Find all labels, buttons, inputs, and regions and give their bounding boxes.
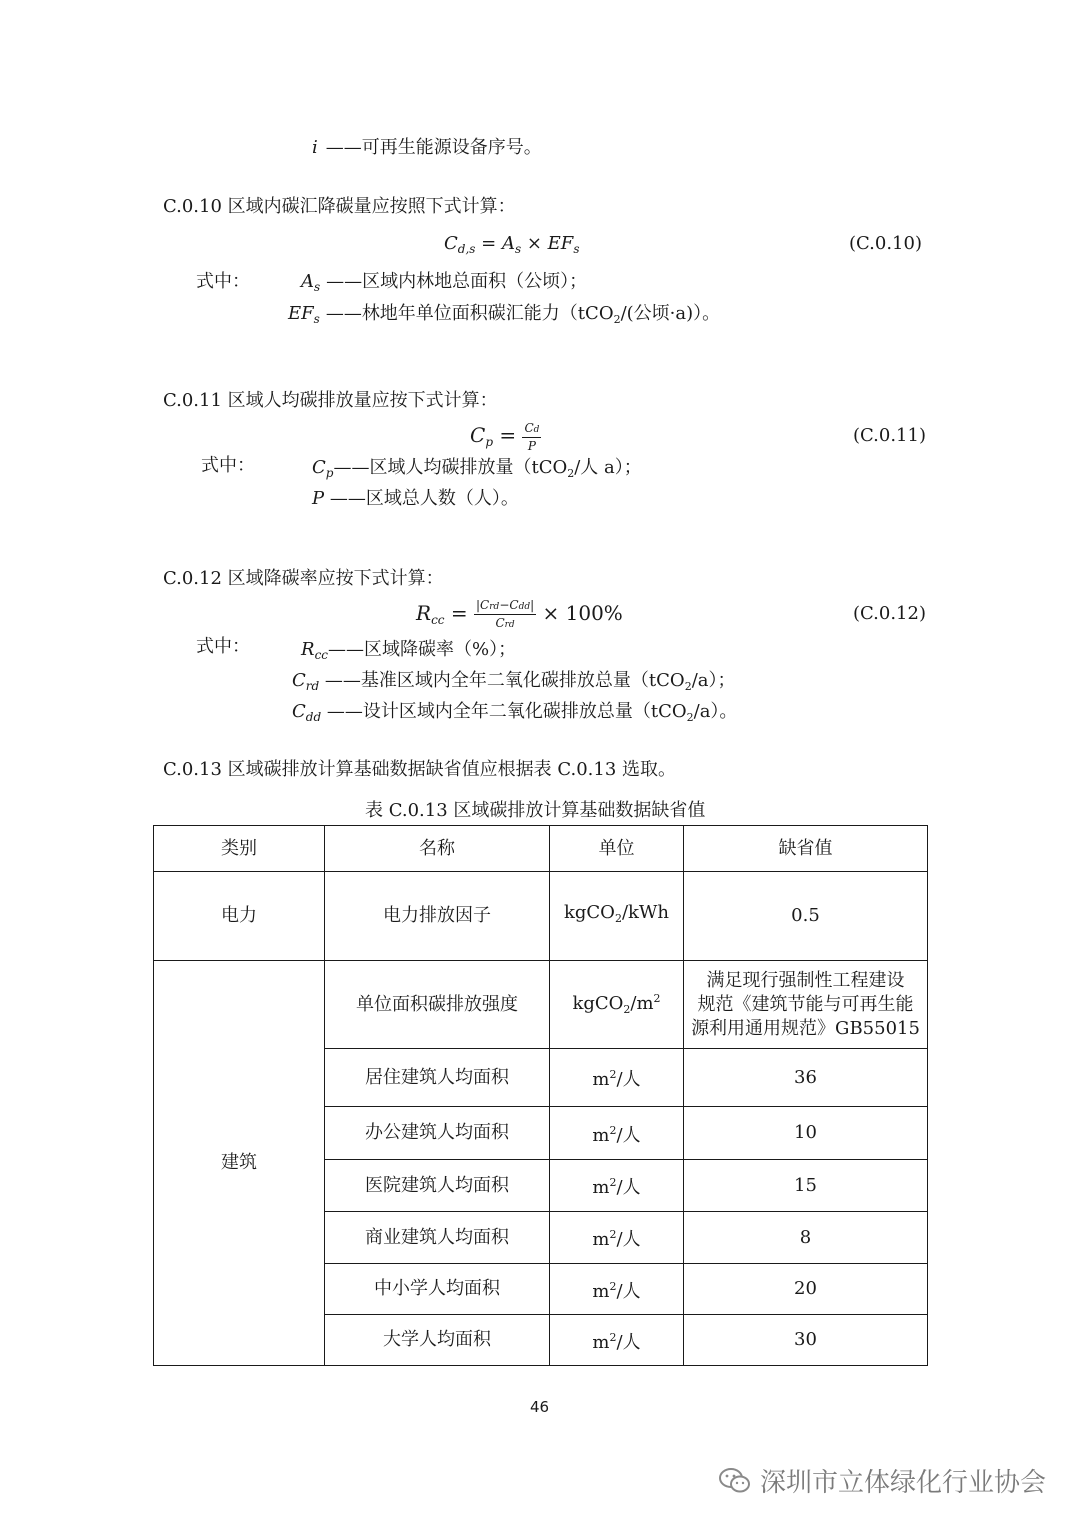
defaults-table: [153, 825, 928, 1366]
cell-name: 办公建筑人均面积: [325, 1107, 550, 1160]
def-As: $A_s$ ——区域内林地总面积（公顷）；: [301, 271, 588, 294]
cell-name: 中小学人均面积: [325, 1264, 550, 1315]
equation-number-c011: (C.0.11): [853, 425, 926, 446]
cell-category: 电力: [154, 872, 325, 961]
def-Cdd: $C_{dd}$ ——设计区域内全年二氧化碳排放总量（tCO$_2$/a）。: [292, 701, 738, 724]
cell-name: 电力排放因子: [325, 872, 550, 961]
formula-c011: $C_p$ = $\frac{Cd}{P}$: [470, 420, 540, 453]
header-default-value: 缺省值: [684, 826, 928, 872]
def-EFs: $EF_s$ ——林地年单位面积碳汇能力（tCO$_2$/(公顷·a)）。: [288, 303, 721, 326]
table-caption: 表 C.0.13 区域碳排放计算基础数据缺省值: [365, 800, 706, 821]
cell-value: 0.5: [684, 872, 928, 961]
cell-unit: kgCO$_2$/kWh: [550, 872, 684, 961]
heading-c010: C.0.10 区域内碳汇降碳量应按照下式计算：: [163, 196, 516, 217]
cell-unit: $m^2/$人: [550, 1160, 684, 1212]
watermark: [718, 1462, 1046, 1499]
cell-value: 满足现行强制性工程建设 规范《建筑节能与可再生能 源利用通用规范》GB55015: [684, 961, 928, 1049]
equation-number-c012: (C.0.12): [853, 603, 926, 624]
header-unit: 单位: [550, 826, 684, 872]
where-label-c010: 式中：: [196, 271, 250, 292]
def-Cp: $C_p——$区域人均碳排放量（tCO$_2$/人 a）；: [312, 457, 642, 480]
where-label-c011: 式中：: [201, 455, 255, 476]
cell-value: 20: [684, 1264, 928, 1315]
cell-unit: $m^2/$人: [550, 1049, 684, 1107]
table-row: [154, 872, 928, 961]
table-row: [154, 961, 928, 1049]
cell-name: 商业建筑人均面积: [325, 1212, 550, 1264]
cell-name: 单位面积碳排放强度: [325, 961, 550, 1049]
def-P: P ——区域总人数（人）。: [312, 488, 519, 509]
cell-unit: $m^2/$人: [550, 1107, 684, 1160]
cell-value: 15: [684, 1160, 928, 1212]
formula-c012: $R_{cc}$ = $\frac{\text{|Crd−Cdd|}}{\text{Crd}}$ × 100%: [416, 598, 623, 630]
cell-value: 30: [684, 1315, 928, 1366]
cell-name: 医院建筑人均面积: [325, 1160, 550, 1212]
formula-c010: $C_{d,s} = A_s \times EF_s$: [444, 233, 580, 256]
def-i: i ——可再生能源设备序号。: [312, 137, 542, 158]
equation-number-c010: (C.0.10): [849, 233, 922, 254]
cell-name: 大学人均面积: [325, 1315, 550, 1366]
table-header-row: [154, 826, 928, 872]
heading-c011: C.0.11 区域人均碳排放量应按下式计算：: [163, 390, 498, 411]
where-label-c012: 式中：: [196, 636, 250, 657]
wechat-icon: [718, 1467, 752, 1495]
cell-unit: $m^2/$人: [550, 1212, 684, 1264]
cell-name: 居住建筑人均面积: [325, 1049, 550, 1107]
page-number: 46: [530, 1398, 550, 1416]
header-name: 名称: [325, 826, 550, 872]
clause-c013: C.0.13 区域碳排放计算基础数据缺省值应根据表 C.0.13 选取。: [163, 759, 677, 780]
cell-unit: $kgCO_2/m^2$: [550, 961, 684, 1049]
cell-value: 10: [684, 1107, 928, 1160]
def-Rcc: $R_{cc}——$区域降碳率（%）；: [301, 639, 517, 662]
heading-c012: C.0.12 区域降碳率应按下式计算：: [163, 568, 444, 589]
cell-value: 8: [684, 1212, 928, 1264]
watermark-text: 深圳市立体绿化行业协会: [759, 1468, 1046, 1498]
def-Crd: $C_{rd}$ ——基准区域内全年二氧化碳排放总量（tCO$_2$/a）；: [292, 670, 736, 693]
cell-category: 建筑: [154, 961, 325, 1366]
cell-unit: $m^2/$人: [550, 1264, 684, 1315]
cell-unit: $m^2/$人: [550, 1315, 684, 1366]
header-category: 类别: [154, 826, 325, 872]
cell-value: 36: [684, 1049, 928, 1107]
